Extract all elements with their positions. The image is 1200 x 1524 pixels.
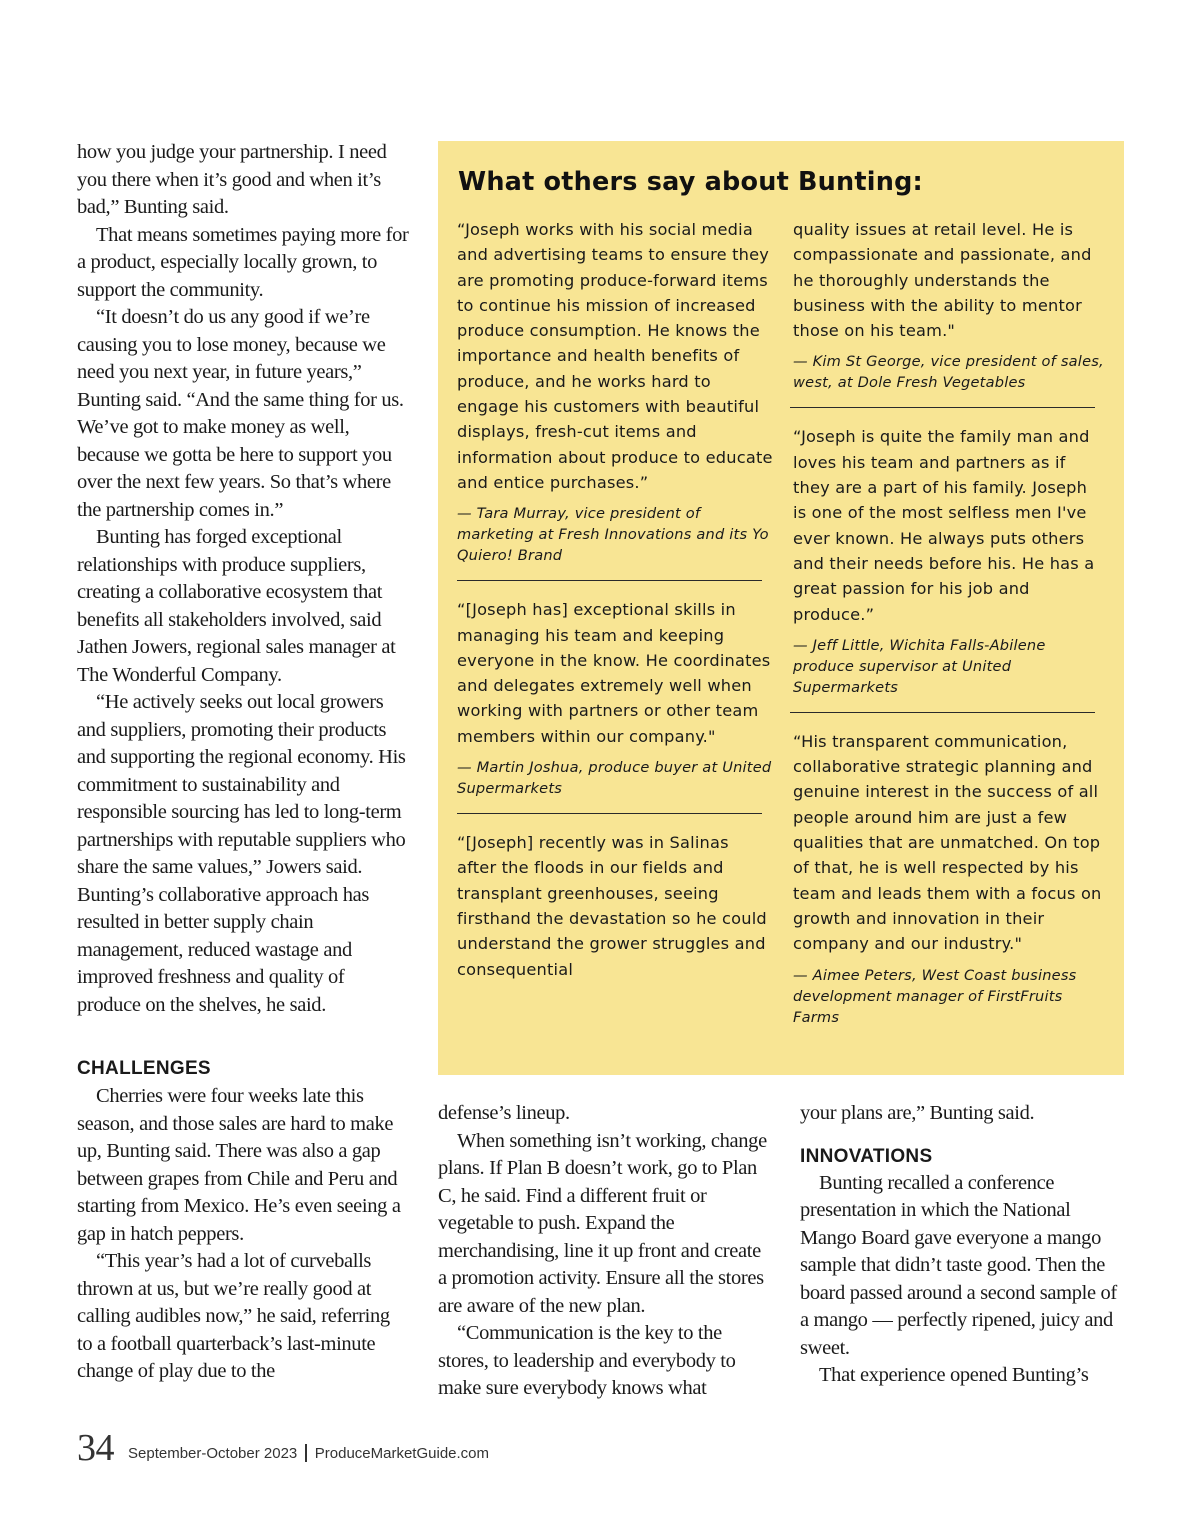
testimonial-quote: “[Joseph has] exceptional skills in managing his team and keeping everyone in the know. He coordinates and delegates extremely well when working with partners or other team members within our company." <box>457 600 771 746</box>
body-paragraph: That means sometimes paying more for a product, especially locally grown, to support the community. <box>77 223 409 301</box>
testimonial-quote: “Joseph is quite the family man and loves his team and partners as if they are a part of his family. Joseph is one of the most selfless men I've ever known. He always puts others and their needs before his. He has a great passion for his job and produce.” <box>793 427 1095 624</box>
body-paragraph: “This year’s had a lot of curveballs thrown at us, but we’re really good at calling audibles now,” he said, referring to a football quarterback’s last-minute change of play due to the <box>77 1250 390 1382</box>
divider <box>790 407 1095 408</box>
testimonial-attribution: — Tara Murray, vice president of marketing at Fresh Innovations and its Yo Quiero! Brand <box>457 505 769 565</box>
body-paragraph: Bunting recalled a conference presentation in which the National Mango Board gave everyone a mango sample that didn’t taste good. Then the board passed around a second sample of a mango — perfectly ripened, juicy and sweet. <box>800 1171 1117 1359</box>
testimonial-attribution: — Martin Joshua, produce buyer at United Supermarkets <box>457 759 772 798</box>
body-paragraph: Bunting has forged exceptional relationships with produce suppliers, creating a collaborative ecosystem that benefits all stakeholders involved, said Jathen Jowers, regional sales manager at The Wonderful Company. <box>77 526 396 686</box>
right-column <box>800 1100 1130 1390</box>
testimonial-quote: “Joseph works with his social media and advertising teams to ensure they are promoting produce-forward items to continue his mission of increased produce consumption. He knows the importance and health benefits of produce, and he works hard to engage his customers with beautiful displays, fresh-cut items and information about produce to educate and entice purchases.” <box>457 220 773 492</box>
testimonials-sidebar <box>438 141 1124 1075</box>
site-name: ProduceMarketGuide.com <box>314 1445 490 1462</box>
body-paragraph: your plans are,” Bunting said. <box>800 1102 1035 1124</box>
left-column <box>77 139 409 1386</box>
testimonial-quote: “[Joseph] recently was in Salinas after the floods in our fields and transplant greenhouses, seeing firsthand the devastation so he could understand the grower struggles and consequential <box>457 833 767 979</box>
testimonial-attribution: — Kim St George, vice president of sales, west, at Dole Fresh Vegetables <box>793 353 1104 392</box>
footer-separator <box>305 1444 307 1462</box>
body-paragraph: how you judge your partnership. I need you there when it’s good and when it’s bad,” Bunting said. <box>77 141 387 218</box>
body-paragraph: Cherries were four weeks late this season, and those sales are hard to make up, Bunting said. There was also a gap between grapes from Chile and Peru and starting from Mexico. He’s even seeing a gap in hatch peppers. <box>77 1085 401 1245</box>
sidebar-title: What others say about Bunting: <box>458 167 923 197</box>
sidebar-column-left <box>457 217 773 982</box>
body-paragraph: defense’s lineup. <box>438 1102 570 1124</box>
divider <box>457 813 762 814</box>
body-paragraph: “Communication is the key to the stores, to leadership and everybody to make sure everybody knows what <box>438 1322 736 1399</box>
body-paragraph: That experience opened Bunting’s <box>819 1364 1089 1386</box>
body-paragraph: “He actively seeks out local growers and suppliers, promoting their products and supporting the regional economy. His commitment to sustainability and responsible sourcing has led to long-term partnerships with reputable suppliers who share the same values,” Jowers said. Bunting’s collaborative approach has resulted in better supply chain management, reduced wastage and improved freshness and quality of produce on the shelves, he said. <box>77 691 406 1016</box>
testimonial-quote: “His transparent communication, collaborative strategic planning and genuine interest in the success of all people around him are just a few qualities that are unmatched. On top of that, he is well respected by his team and leads them with a focus on growth and innovation in their company and our industry." <box>793 731 1102 954</box>
middle-column <box>438 1100 768 1403</box>
issue-date: September-October 2023 <box>128 1445 298 1462</box>
testimonial-quote: quality issues at retail level. He is compassionate and passionate, and he thoroughly understands the business with the ability to mentor those on his team." <box>793 220 1092 341</box>
body-paragraph: When something isn’t working, change plans. If Plan B doesn’t work, go to Plan C, he said. Find a different fruit or vegetable to push. Expand the merchandising, line it up front and create a promotion activity. Ensure all the stores are aware of the new plan. <box>438 1129 767 1317</box>
page-number: 34 <box>77 1427 114 1469</box>
testimonial-attribution: — Aimee Peters, West Coast business development manager of FirstFruits Farms <box>793 966 1077 1026</box>
challenges-heading: CHALLENGES <box>77 1058 211 1079</box>
sidebar-column-right <box>793 217 1105 1028</box>
divider <box>457 580 762 581</box>
testimonial-attribution: — Jeff Little, Wichita Falls-Abilene produce supervisor at United Supermarkets <box>793 636 1046 696</box>
body-paragraph: “It doesn’t do us any good if we’re causing you to lose money, because we need you next year, in future years,” Bunting said. “And the same thing for us. We’ve got to make money as well, because we gotta be here to support you over the next few years. So that’s where the partnership comes in.” <box>77 306 404 521</box>
divider <box>790 712 1095 713</box>
innovations-heading: INNOVATIONS <box>800 1145 933 1167</box>
page-footer <box>77 1418 489 1468</box>
